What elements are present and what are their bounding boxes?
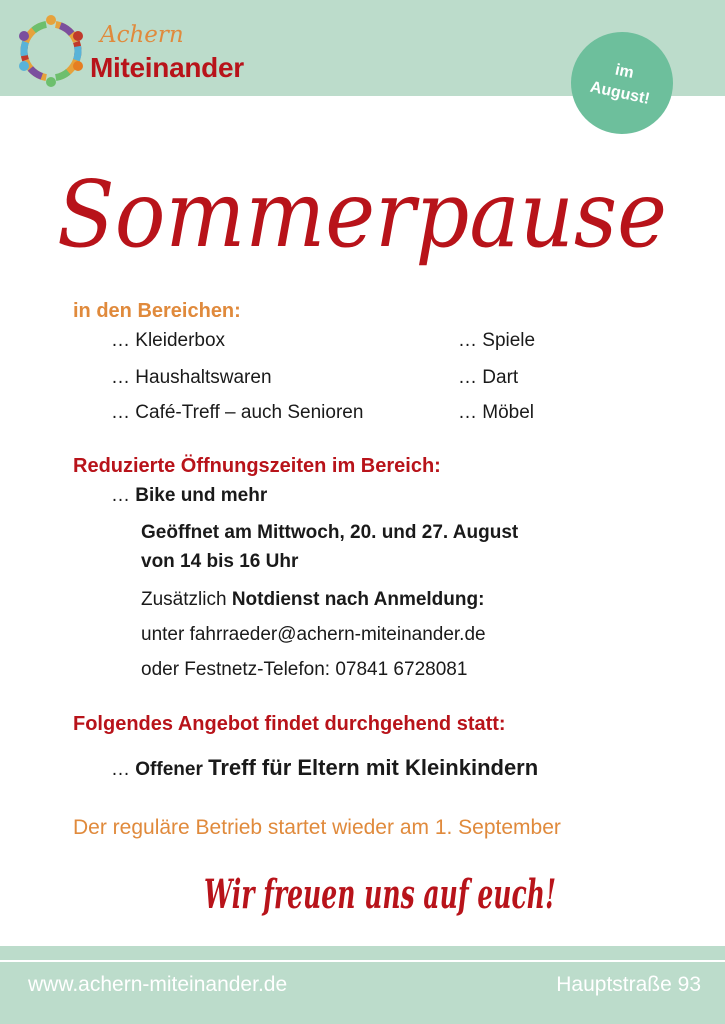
area-item-left-2: … Haushaltswaren	[111, 367, 272, 388]
emergency-service-label: Notdienst nach Anmeldung:	[231, 589, 485, 610]
badge-line-1: im	[613, 61, 636, 83]
area-item-right-2: … Dart	[458, 367, 519, 388]
ongoing-offer-heading: Folgendes Angebot findet durchgehend statt:	[73, 713, 506, 735]
headline-text: Sommerpause	[57, 161, 667, 268]
brand-city-name: Achern	[100, 22, 184, 48]
emergency-prefix: Zusätzlich	[141, 589, 232, 610]
headline	[0, 128, 725, 298]
closing-greeting	[0, 858, 725, 938]
opening-hours: von 14 bis 16 Uhr	[141, 551, 299, 572]
reduced-area-name: Bike und mehr	[135, 485, 268, 506]
opening-days: Geöffnet am Mittwoch, 20. und 27. August	[141, 522, 519, 543]
area-item-left-3: … Café-Treff – auch Senioren	[111, 402, 364, 423]
reduced-hours-heading: Reduzierte Öffnungszeiten im Bereich:	[73, 455, 441, 477]
badge-line-2: August!	[588, 78, 652, 108]
contact-email: unter fahrraeder@achern-miteinander.de	[141, 624, 486, 645]
ongoing-offer-prefix: …	[111, 759, 136, 780]
areas-heading: in den Bereichen:	[73, 300, 241, 322]
brand-name: Miteinander	[90, 52, 244, 83]
area-item-left-1: … Kleiderbox	[111, 330, 226, 351]
footer-address: Hauptstraße 93	[556, 973, 701, 996]
footer-divider	[0, 946, 725, 960]
ongoing-offer-name: Treff für Eltern mit Kleinkindern	[208, 755, 539, 780]
reduced-area-prefix: …	[111, 485, 136, 506]
contact-phone: oder Festnetz-Telefon: 07841 6728081	[141, 659, 468, 680]
reduced-area-line	[111, 485, 267, 507]
footer-website-link[interactable]: www.achern-miteinander.de	[28, 973, 288, 996]
ongoing-offer-word: Offener	[135, 759, 203, 780]
area-item-right-3: … Möbel	[458, 402, 535, 423]
people-circle-logo-icon	[14, 14, 88, 88]
regular-operation-note: Der reguläre Betrieb startet wieder am 1. September	[73, 816, 561, 839]
emergency-service-line	[141, 589, 484, 611]
closing-greeting-text: Wir freuen uns auf euch!	[204, 871, 556, 918]
area-item-right-1: … Spiele	[458, 330, 536, 351]
ongoing-offer-line	[111, 755, 538, 781]
